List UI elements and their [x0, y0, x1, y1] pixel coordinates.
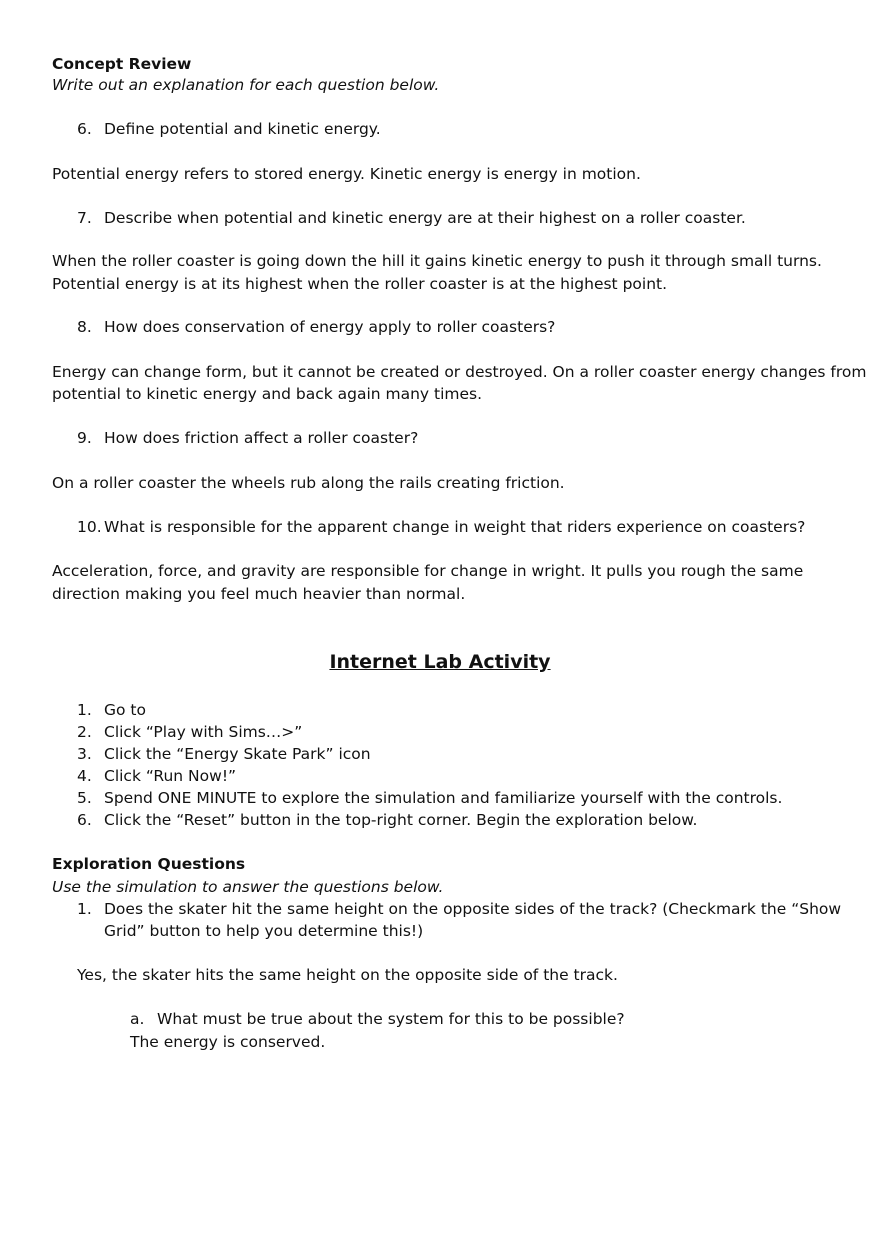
lab-title: Internet Lab Activity: [329, 651, 551, 673]
lab-step-4: [77, 767, 236, 785]
step-text: Spend ONE MINUTE to explore the simulation and familiarize yourself with the controls.: [104, 789, 783, 807]
question-text: Describe when potential and kinetic energy are at their highest on a roller coaster.: [104, 209, 746, 227]
step-text: Go to: [104, 701, 146, 719]
step-number: 5.: [77, 789, 92, 807]
answer-8-line-2: potential to kinetic energy and back again many times.: [52, 385, 483, 403]
question-10: [77, 518, 805, 536]
step-text: Click the “Reset” button in the top-right corner. Begin the exploration below.: [104, 811, 698, 829]
concept-review-heading: Concept Review: [52, 55, 192, 73]
question-text: Define potential and kinetic energy.: [104, 120, 381, 138]
step-text: Click “Run Now!”: [104, 767, 237, 785]
step-text: Click the “Energy Skate Park” icon: [104, 745, 371, 763]
question-text: What is responsible for the apparent change in weight that riders experience on coasters?: [104, 518, 806, 536]
answer-9: On a roller coaster the wheels rub along the rails creating friction.: [52, 474, 565, 492]
answer-10-line-1: Acceleration, force, and gravity are responsible for change in wright. It pulls you rough the same: [52, 562, 804, 580]
exploration-answer-1: Yes, the skater hits the same height on the opposite side of the track.: [77, 966, 618, 984]
lab-step-6: [77, 811, 697, 829]
lab-step-2: [77, 723, 302, 741]
exploration-question-1: [77, 900, 841, 918]
question-9: [77, 429, 418, 447]
question-6: [77, 120, 381, 138]
lab-step-1: [77, 701, 146, 719]
step-number: 4.: [77, 767, 92, 785]
question-text: How does conservation of energy apply to roller coasters?: [104, 318, 556, 336]
question-text-line-1: Does the skater hit the same height on the opposite sides of the track? (Checkmark the “Show: [104, 900, 842, 918]
lab-step-3: [77, 745, 371, 763]
question-8: [77, 318, 555, 336]
question-number: 9.: [77, 429, 92, 447]
step-number: 2.: [77, 723, 92, 741]
answer-6: Potential energy refers to stored energy. Kinetic energy is energy in motion.: [52, 165, 641, 183]
exploration-instruction: Use the simulation to answer the questions below.: [52, 878, 444, 896]
question-7: [77, 209, 746, 227]
question-number: 7.: [77, 209, 92, 227]
step-number: 3.: [77, 745, 92, 763]
question-number: 6.: [77, 120, 92, 138]
exploration-heading: Exploration Questions: [52, 855, 246, 873]
question-text-line-2: Grid” button to help you determine this!): [104, 922, 424, 940]
subquestion-letter: a.: [130, 1010, 145, 1028]
subquestion-a: [130, 1010, 625, 1028]
question-number: 10.: [77, 518, 102, 536]
step-text: Click “Play with Sims…>”: [104, 723, 303, 741]
question-number: 8.: [77, 318, 92, 336]
step-number: 6.: [77, 811, 92, 829]
answer-8-line-1: Energy can change form, but it cannot be created or destroyed. On a roller coaster energy changes from: [52, 363, 867, 381]
answer-10-line-2: direction making you feel much heavier than normal.: [52, 585, 466, 603]
answer-7-line-1: When the roller coaster is going down the hill it gains kinetic energy to push it through small turns.: [52, 252, 822, 270]
lab-step-5: [77, 789, 782, 807]
answer-7-line-2: Potential energy is at its highest when the roller coaster is at the highest point.: [52, 275, 668, 293]
step-number: 1.: [77, 701, 92, 719]
subquestion-text: What must be true about the system for this to be possible?: [157, 1010, 625, 1028]
question-number: 1.: [77, 900, 92, 918]
subanswer-a: The energy is conserved.: [130, 1033, 326, 1051]
concept-review-instruction: Write out an explanation for each question below.: [52, 76, 440, 94]
question-text: How does friction affect a roller coaster?: [104, 429, 419, 447]
